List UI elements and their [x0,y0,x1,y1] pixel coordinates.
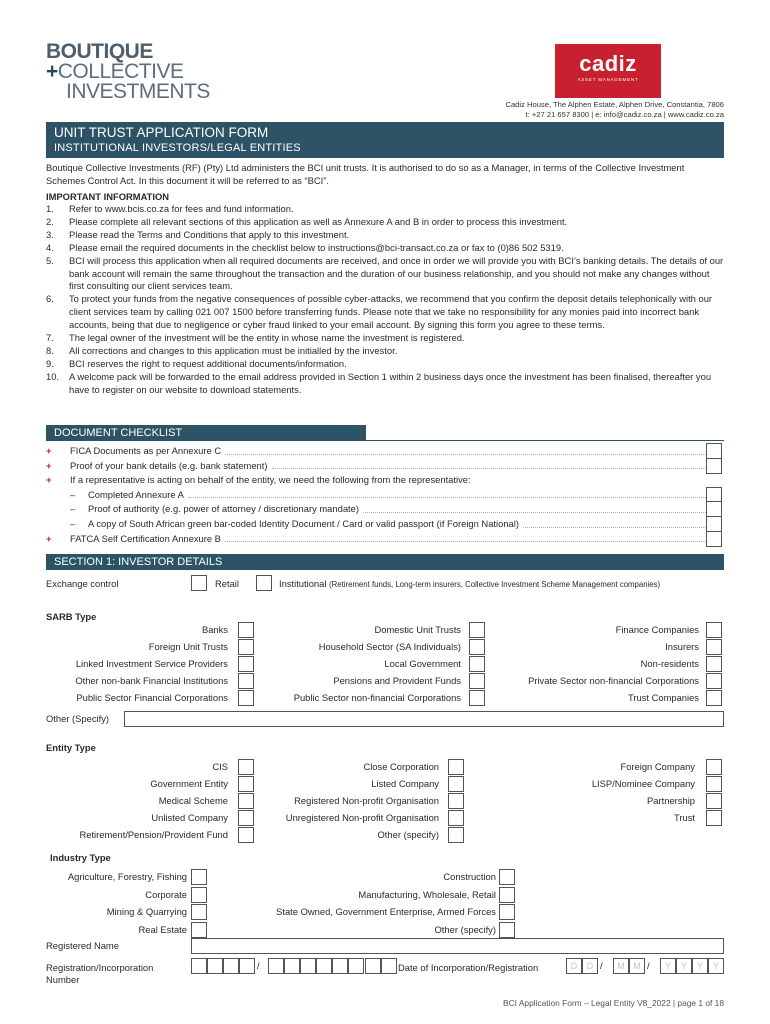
checklist-divider [46,440,724,441]
checklist-item-text: FICA Documents as per Annexure C [70,445,222,456]
sarb-type-option-checkbox[interactable] [238,639,254,655]
important-item [46,293,724,332]
date-separator: / [600,960,603,971]
entity-type-option-checkbox[interactable] [238,759,254,775]
other-specify-label: Other (Specify) [46,713,110,724]
industry-type-option-checkbox[interactable] [191,904,207,920]
sarb-type-option-checkbox[interactable] [469,656,485,672]
date-cell[interactable]: Y [692,958,708,974]
industry-type-option-label: Manufacturing, Wholesale, Retail [358,888,496,900]
sarb-type-option-label: Finance Companies [615,624,699,635]
checklist-bullet: + [46,532,52,544]
industry-type-option-label: Mining & Quarrying [106,906,187,917]
cadiz-logo-name: cadiz [579,51,637,76]
checklist-checkbox[interactable] [706,531,722,547]
sarb-type-option-label: Foreign Unit Trusts [148,641,228,652]
industry-type-option-label: State Owned, Government Enterprise, Armed Forces [276,906,496,917]
boutique-logo [46,42,226,102]
sarb-type-option-label: Public Sector Financial Corporations [76,692,228,703]
section1-heading: SECTION 1: INVESTOR DETAILS [46,554,724,570]
checklist-item [46,459,724,474]
entity-type-option-checkbox[interactable] [448,827,464,843]
entity-type-option-checkbox[interactable] [706,759,722,775]
entity-type-option-label: Government Entity [150,778,228,789]
registration-number-cell[interactable] [223,958,239,974]
sarb-type-option-checkbox[interactable] [238,622,254,638]
sarb-type-option-checkbox[interactable] [706,639,722,655]
form-title-bar [46,122,724,158]
registration-number-cell[interactable] [316,958,332,974]
retail-checkbox[interactable] [191,575,207,591]
cadiz-logo-sub: ASSET MANAGEMENT [577,77,639,82]
sarb-type-option-label: Public Sector non-financial Corporations [293,692,461,703]
checklist-checkbox[interactable] [706,516,722,532]
checklist-item [46,532,724,547]
sarb-type-option-checkbox[interactable] [469,690,485,706]
checklist-item [46,502,724,517]
institutional-note: (Retirement funds, Long-term insurers, Collective Investment Scheme Management companies) [329,580,661,589]
important-item-number: 4. [46,241,54,253]
checklist-item-text: If a representative is acting on behalf of the entity, we need the following from the representative: [70,474,471,486]
important-item-number: 8. [46,344,54,356]
sarb-type-option-checkbox[interactable] [706,690,722,706]
checklist-bullet: – [70,488,76,500]
industry-type-option-checkbox[interactable] [499,922,515,938]
entity-type-option-checkbox[interactable] [448,793,464,809]
sarb-type-option-label: Private Sector non-financial Corporations [528,675,699,686]
sarb-type-option-checkbox[interactable] [706,673,722,689]
registered-name-input[interactable] [191,938,724,954]
sarb-type-option-checkbox[interactable] [238,673,254,689]
sarb-type-option-label: Linked Investment Service Providers [75,658,228,669]
checklist-bullet: + [46,474,52,486]
industry-type-heading: Industry Type [50,852,111,863]
checklist-item-text: Completed Annexure A [88,488,184,500]
document-checklist [46,444,724,546]
checklist-item-text: FATCA Self Certification Annexure B [70,532,221,544]
institutional-label: Institutional [279,578,327,589]
checklist-bullet: + [46,459,52,471]
registration-number-cell[interactable] [284,958,300,974]
entity-type-option-label: Retirement/Pension/Provident Fund [79,829,228,840]
checklist-checkbox[interactable] [706,487,722,503]
registration-number-cell[interactable] [239,958,255,974]
industry-type-option-checkbox[interactable] [499,887,515,903]
important-item-number: 1. [46,203,54,214]
important-list [46,203,724,397]
sarb-type-option-label: Domestic Unit Trusts [374,624,461,635]
leader-dots [188,488,712,499]
checklist-item-text: A copy of South African green bar-coded Identity Document / Card or valid passport (if Foreign National) [88,517,519,529]
important-item [46,216,724,229]
leader-dots [225,532,712,543]
sarb-type-option-checkbox[interactable] [238,690,254,706]
important-item [46,371,724,397]
important-item-number: 10. [46,370,60,382]
page-footer: BCI Application Form – Legal Entity V8_2022 | page 1 of 18 [503,998,724,1008]
sarb-type-option-checkbox[interactable] [706,656,722,672]
checklist-bullet: + [46,445,52,456]
checklist-item [46,488,724,503]
sarb-type-heading: SARB Type [46,611,97,622]
important-item [46,203,724,216]
entity-type-option-checkbox[interactable] [706,793,722,809]
checklist-heading: DOCUMENT CHECKLIST [46,425,366,441]
checklist-checkbox[interactable] [706,501,722,517]
date-cell[interactable]: Y [660,958,676,974]
important-heading: IMPORTANT INFORMATION [46,191,170,202]
retail-label: Retail [215,578,239,589]
entity-type-option-label: CIS [212,761,228,772]
company-address [505,100,724,119]
exchange-control-label: Exchange control [46,578,119,589]
sarb-type-option-label: Household Sector (SA Individuals) [318,641,461,652]
industry-type-option-label: Agriculture, Forestry, Fishing [67,871,187,882]
registration-number-cell[interactable] [348,958,364,974]
important-item-text: To protect your funds from the negative consequences of possible cyber-attacks, we recommend that you confirm the deposit details telephonically with our client services team by calling 021 007 1500 before transferring funds. Please note that we take no responsibility for any monies paid into incorrect bank accounts, being that due to negligence or cyber fraud linked to your email account. By signing this form you agree to these terms. [69,293,713,331]
entity-type-option-label: Close Corporation [363,761,439,772]
sarb-type-option-checkbox[interactable] [469,673,485,689]
checklist-bullet: – [70,503,76,515]
entity-type-option-checkbox[interactable] [448,776,464,792]
entity-type-option-checkbox[interactable] [238,810,254,826]
sarb-type-option-checkbox[interactable] [469,622,485,638]
entity-type-option-checkbox[interactable] [706,776,722,792]
entity-type-option-checkbox[interactable] [238,793,254,809]
industry-type-option-checkbox[interactable] [499,904,515,920]
form-title: UNIT TRUST APPLICATION FORM [54,125,269,140]
important-item [46,345,724,358]
date-cell[interactable]: D [582,958,598,974]
important-item [46,242,724,255]
date-cell[interactable]: Y [708,958,724,974]
important-item [46,358,724,371]
logo-plus: + [46,60,58,83]
date-cell[interactable]: Y [676,958,692,974]
important-item-text: BCI will process this application when all required documents are received, and once in order we will provide you with BCI’s banking details. The details of our bank account will remain the same throughout the transaction and the duration of our business relationship, and you should not make any changes without first consulting our client services team. [69,254,724,292]
date-separator: / [647,960,650,971]
entity-type-option-checkbox[interactable] [448,810,464,826]
logo-line-1: BOUTIQUE [46,40,153,63]
important-item [46,229,724,242]
date-incorporation-label: Date of Incorporation/Registration [398,962,539,973]
institutional-checkbox[interactable] [256,575,272,591]
sarb-type-option-checkbox[interactable] [469,639,485,655]
registration-number-cell[interactable] [207,958,223,974]
address-line-1: Cadiz House, The Alphen Estate, Alphen Drive, Constantia, 7806 [505,100,724,109]
entity-type-option-label: Trust [673,812,695,823]
logo-line-2: COLLECTIVE [57,60,184,83]
sarb-type-option-label: Trust Companies [627,692,699,703]
date-cell[interactable]: M [629,958,645,974]
entity-type-option-label: LISP/Nominee Company [591,778,695,789]
registration-number-cell[interactable] [381,958,397,974]
checklist-checkbox[interactable] [706,458,722,474]
registration-number-label: Registration/Incorporation Number [46,962,154,985]
checklist-item [46,444,724,459]
industry-type-option-label: Construction [443,871,496,882]
entity-type-option-label: Medical Scheme [158,795,228,806]
important-item [46,332,724,345]
registration-number-cell[interactable] [365,958,381,974]
entity-type-option-label: Unlisted Company [151,812,228,823]
industry-type-option-checkbox[interactable] [191,887,207,903]
important-item-number: 7. [46,332,54,344]
industry-type-option-label: Real Estate [138,923,187,935]
checklist-item-text: Proof of your bank details (e.g. bank statement) [70,459,268,471]
other-specify-input[interactable] [124,711,724,727]
logo-line-3: INVESTMENTS [66,80,210,103]
leader-dots [272,459,712,470]
industry-type-option-checkbox[interactable] [499,869,515,885]
important-item-number: 2. [46,215,54,227]
entity-type-option-label: Listed Company [371,778,439,789]
industry-type-option-checkbox[interactable] [191,922,207,938]
checklist-item [46,473,724,488]
entity-type-option-label: Other (specify) [377,829,439,840]
entity-type-option-checkbox[interactable] [238,776,254,792]
checklist-item-text: Proof of authority (e.g. power of attorney / discretionary mandate) [88,503,359,515]
registration-number-cell[interactable] [268,958,284,974]
important-item-text: Please email the required documents in the checklist below to instructions@bci-transact.co.za or fax to (0)86 502 5319. [69,241,564,253]
registration-number-cell[interactable] [332,958,348,974]
leader-dots [225,444,712,455]
industry-type-option-label: Corporate [145,888,187,900]
entity-type-heading: Entity Type [46,742,96,753]
important-item-text: Please read the Terms and Conditions that apply to this investment. [69,228,350,240]
industry-type-option-label: Other (specify) [434,923,496,935]
address-line-2: t: +27 21 657 8300 | e: info@cadiz.co.za | www.cadiz.co.za [525,109,724,119]
leader-dots [523,517,712,528]
important-item-text: The legal owner of the investment will be the entity in whose name the investment is registered. [69,332,465,344]
important-item [46,255,724,294]
leader-dots [363,502,712,513]
important-item-text: A welcome pack will be forwarded to the email address provided in Section 1 within 2 business days once the investment has been finalised, thereafter you have to register on our website to download statements. [69,370,712,395]
entity-type-option-checkbox[interactable] [448,759,464,775]
date-cell[interactable]: D [566,958,582,974]
important-item-number: 9. [46,357,54,369]
registration-number-cell[interactable] [300,958,316,974]
important-item-text: Please complete all relevant sections of this application as well as Annexure A and B in order to process this investment. [69,215,568,227]
sarb-type-option-label: Other non-bank Financial Institutions [75,675,228,686]
checklist-bullet: – [70,517,76,529]
entity-type-option-label: Unregistered Non-profit Organisation [285,812,439,823]
entity-type-option-label: Foreign Company [620,761,695,772]
sarb-type-option-label: Pensions and Provident Funds [333,675,461,686]
important-item-text: All corrections and changes to this application must be initialled by the investor. [69,344,398,356]
sarb-type-option-label: Local Government [384,658,461,669]
checklist-item [46,517,724,532]
sarb-type-option-label: Non-residents [640,658,699,669]
form-subtitle: INSTITUTIONAL INVESTORS/LEGAL ENTITIES [54,142,301,154]
sarb-type-option-checkbox[interactable] [238,656,254,672]
sarb-type-option-checkbox[interactable] [706,622,722,638]
important-item-text: BCI reserves the right to request additional documents/information. [69,357,347,369]
industry-type-option-checkbox[interactable] [191,869,207,885]
registered-name-label: Registered Name [46,940,119,951]
registration-separator: / [257,960,260,971]
important-item-number: 5. [46,254,54,266]
cadiz-logo [555,44,661,98]
sarb-type-option-label: Insurers [665,641,699,652]
entity-type-option-label: Registered Non-profit Organisation [294,795,439,806]
entity-type-option-checkbox[interactable] [238,827,254,843]
important-item-number: 3. [46,228,54,240]
important-item-number: 6. [46,293,54,305]
date-cell[interactable]: M [613,958,629,974]
important-item-text: Refer to www.bcis.co.za for fees and fund information. [69,203,294,214]
registration-number-cell[interactable] [191,958,207,974]
entity-type-option-checkbox[interactable] [706,810,722,826]
entity-type-option-label: Partnership [647,795,695,806]
intro-paragraph: Boutique Collective Investments (RF) (Pty) Ltd administers the BCI unit trusts. It is authorised to do so as a Manager, in terms of the Collective Investment Schemes Control Act. In this document it will be referred to as “BCI”. [46,162,685,186]
checklist-checkbox[interactable] [706,443,722,459]
sarb-type-option-label: Banks [201,624,228,635]
